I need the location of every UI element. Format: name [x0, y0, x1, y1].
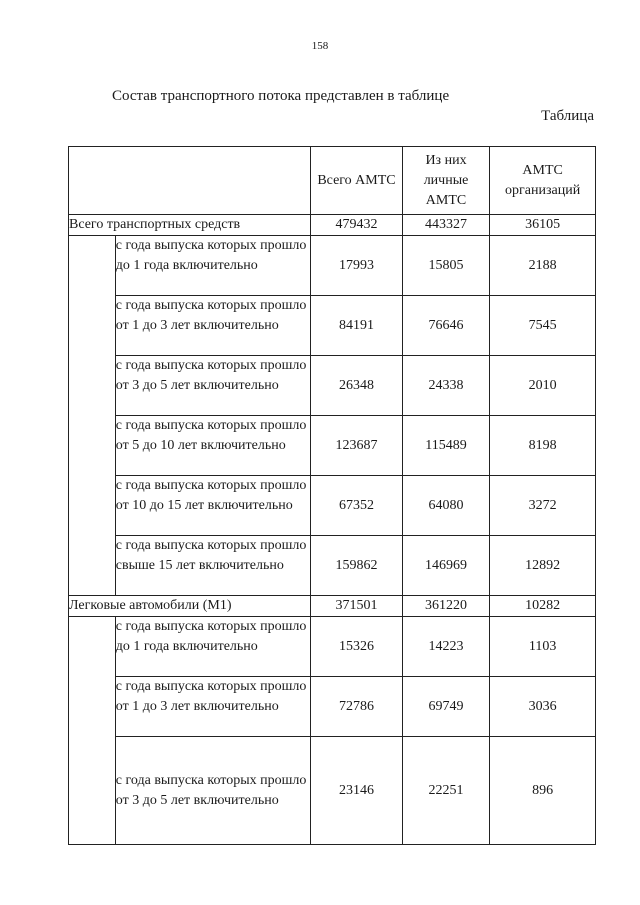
row-label: с года выпуска которых прошло от 10 до 15 лет включительно [115, 476, 310, 536]
indent-cell [69, 617, 116, 845]
row-value-organization: 1103 [490, 617, 596, 677]
section-row-total [69, 215, 596, 236]
row-label: с года выпуска которых прошло до 1 года включительно [115, 617, 310, 677]
table-row [69, 356, 596, 416]
table-caption: Таблица [541, 108, 594, 124]
table-row [69, 617, 596, 677]
row-value-personal: 14223 [402, 617, 490, 677]
row-value-organization: 2010 [490, 356, 596, 416]
row-label: с года выпуска которых прошло от 3 до 5 лет включительно [115, 356, 310, 416]
row-value-personal: 76646 [402, 296, 490, 356]
header-total-amts: Всего АМТС [311, 147, 402, 215]
table-row [69, 236, 596, 296]
page-number: 158 [311, 40, 329, 52]
row-value-total: 23146 [311, 737, 402, 845]
row-value-total: 15326 [311, 617, 402, 677]
row-label: с года выпуска которых прошло от 1 до 3 лет включительно [115, 677, 310, 737]
section-value-organization: 36105 [490, 215, 596, 236]
row-value-personal: 64080 [402, 476, 490, 536]
intro-text: Состав транспортного потока представлен в таблице [112, 88, 450, 104]
row-label: с года выпуска которых прошло от 1 до 3 лет включительно [115, 296, 310, 356]
row-value-organization: 8198 [490, 416, 596, 476]
row-label: с года выпуска которых прошло до 1 года включительно [115, 236, 310, 296]
header-personal-amts: Из них личные АМТС [402, 147, 490, 215]
table-header-row [69, 147, 596, 215]
table-row [69, 536, 596, 596]
section-value-organization: 10282 [490, 596, 596, 617]
row-value-organization: 7545 [490, 296, 596, 356]
section-row-passenger-cars [69, 596, 596, 617]
table-row [69, 737, 596, 845]
section-value-total: 371501 [311, 596, 402, 617]
section-value-personal: 443327 [402, 215, 490, 236]
row-value-personal: 24338 [402, 356, 490, 416]
row-value-organization: 896 [490, 737, 596, 845]
row-label: с года выпуска которых прошло от 3 до 5 лет включительно [115, 737, 310, 845]
row-value-organization: 3272 [490, 476, 596, 536]
row-value-organization: 3036 [490, 677, 596, 737]
table-row [69, 416, 596, 476]
row-label: с года выпуска которых прошло от 5 до 10 лет включительно [115, 416, 310, 476]
row-value-total: 84191 [311, 296, 402, 356]
row-value-total: 67352 [311, 476, 402, 536]
row-value-total: 72786 [311, 677, 402, 737]
section-label: Всего транспортных средств [69, 215, 311, 236]
header-empty-cell [69, 147, 311, 215]
row-value-personal: 115489 [402, 416, 490, 476]
row-value-personal: 15805 [402, 236, 490, 296]
table-row [69, 296, 596, 356]
section-label: Легковые автомобили (М1) [69, 596, 311, 617]
table-row [69, 476, 596, 536]
row-value-personal: 22251 [402, 737, 490, 845]
section-value-personal: 361220 [402, 596, 490, 617]
row-value-organization: 12892 [490, 536, 596, 596]
row-value-personal: 146969 [402, 536, 490, 596]
section-value-total: 479432 [311, 215, 402, 236]
row-value-organization: 2188 [490, 236, 596, 296]
table-row [69, 677, 596, 737]
row-value-personal: 69749 [402, 677, 490, 737]
traffic-composition-table [68, 146, 596, 845]
row-value-total: 17993 [311, 236, 402, 296]
header-organization-amts: АМТС организаций [490, 147, 596, 215]
row-value-total: 159862 [311, 536, 402, 596]
row-value-total: 123687 [311, 416, 402, 476]
indent-cell [69, 236, 116, 596]
row-value-total: 26348 [311, 356, 402, 416]
row-label: с года выпуска которых прошло свыше 15 лет включительно [115, 536, 310, 596]
